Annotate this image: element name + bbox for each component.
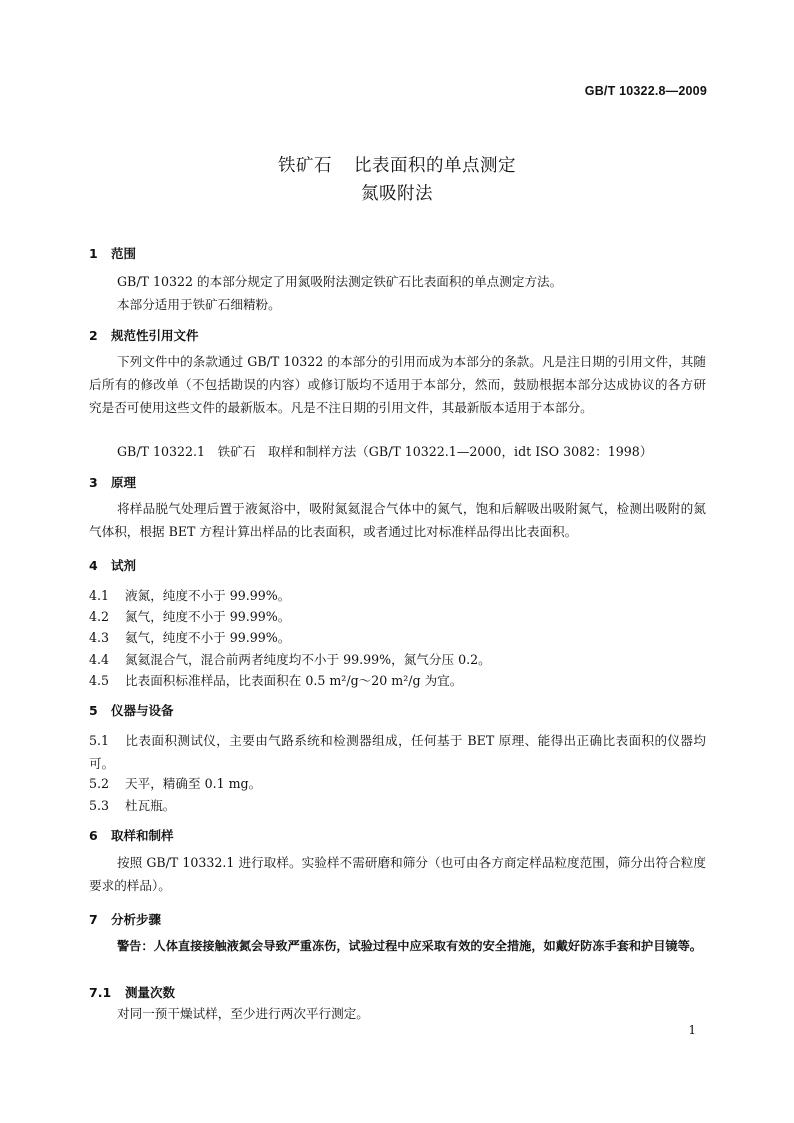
section-heading-4: 4 试剂 bbox=[89, 558, 137, 573]
paragraph: 对同一预干燥试样，至少进行两次平行测定。 bbox=[117, 1006, 369, 1021]
list-item: 4.1 液氮，纯度不小于 99.99%。 bbox=[89, 588, 291, 603]
paragraph: GB/T 10322 的本部分规定了用氮吸附法测定铁矿石比表面积的单点测定方法。 bbox=[117, 274, 563, 289]
list-item: 5.2 天平，精确至 0.1 mg。 bbox=[89, 776, 262, 791]
section-heading-6: 6 取样和制样 bbox=[89, 828, 174, 843]
page-number: 1 bbox=[688, 1023, 696, 1037]
paragraph: 本部分适用于铁矿石细精粉。 bbox=[117, 297, 281, 312]
section-heading-7: 7 分析步骤 bbox=[89, 912, 162, 927]
section-heading-5: 5 仪器与设备 bbox=[89, 703, 174, 718]
list-item: 4.4 氮氦混合气，混合前两者纯度均不小于 99.99%，氮气分压 0.2。 bbox=[89, 652, 491, 667]
title-part-b: 比表面积的单点测定 bbox=[354, 156, 516, 176]
document-title-line1 bbox=[0, 152, 794, 177]
title-part-a: 铁矿石 bbox=[278, 156, 332, 176]
section-heading-1: 1 范围 bbox=[89, 246, 137, 261]
paragraph: 将样品脱气处理后置于液氮浴中，吸附氮氦混合气体中的氮气，饱和后解吸出吸附氮气，检测出吸附的氮气体积，根据 BET 方程计算出样品的比表面积，或者通过比对标准样品得出比表面积。 bbox=[89, 501, 706, 539]
list-item: 4.5 比表面积标准样品，比表面积在 0.5 m²/g～20 m²/g 为宜。 bbox=[89, 673, 463, 688]
document-title-line2: 氮吸附法 bbox=[361, 184, 433, 204]
list-item: 4.2 氮气，纯度不小于 99.99%。 bbox=[89, 609, 291, 624]
list-item: 5.1 比表面积测试仪，主要由气路系统和检测器组成，任何基于 BET 原理、能得出正确比表面积的仪器均可。 bbox=[89, 733, 706, 771]
list-item: 5.3 杜瓦瓶。 bbox=[89, 798, 176, 813]
section-heading-2: 2 规范性引用文件 bbox=[89, 328, 199, 343]
paragraph: 下列文件中的条款通过 GB/T 10322 的本部分的引用而成为本部分的条款。凡是注日期的引用文件，其随后所有的修改单（不包括勘误的内容）或修订版均不适用于本部分，然而，鼓励根据本部分达成协议的各方研究是否可使用这些文件的最新版本。凡是不注日期的引用文件，其最新版本适用于本部分。 bbox=[89, 354, 706, 415]
standard-number: GB/T 10322.8—2009 bbox=[584, 84, 707, 98]
warning-note: 警告：人体直接接触液氮会导致严重冻伤，试验过程中应采取有效的安全措施，如戴好防冻手套和护目镜等。 bbox=[117, 939, 702, 953]
paragraph: 按照 GB/T 10332.1 进行取样。实验样不需研磨和筛分（也可由各方商定样品粒度范围，筛分出符合粒度要求的样品）。 bbox=[89, 855, 706, 893]
list-item: 4.3 氦气，纯度不小于 99.99%。 bbox=[89, 630, 291, 645]
normative-reference: GB/T 10322.1 铁矿石 取样和制样方法（GB/T 10322.1—2000，idt ISO 3082：1998） bbox=[117, 444, 653, 459]
section-heading-3: 3 原理 bbox=[89, 475, 137, 490]
subsection-heading-7-1: 7.1 测量次数 bbox=[89, 985, 176, 1000]
